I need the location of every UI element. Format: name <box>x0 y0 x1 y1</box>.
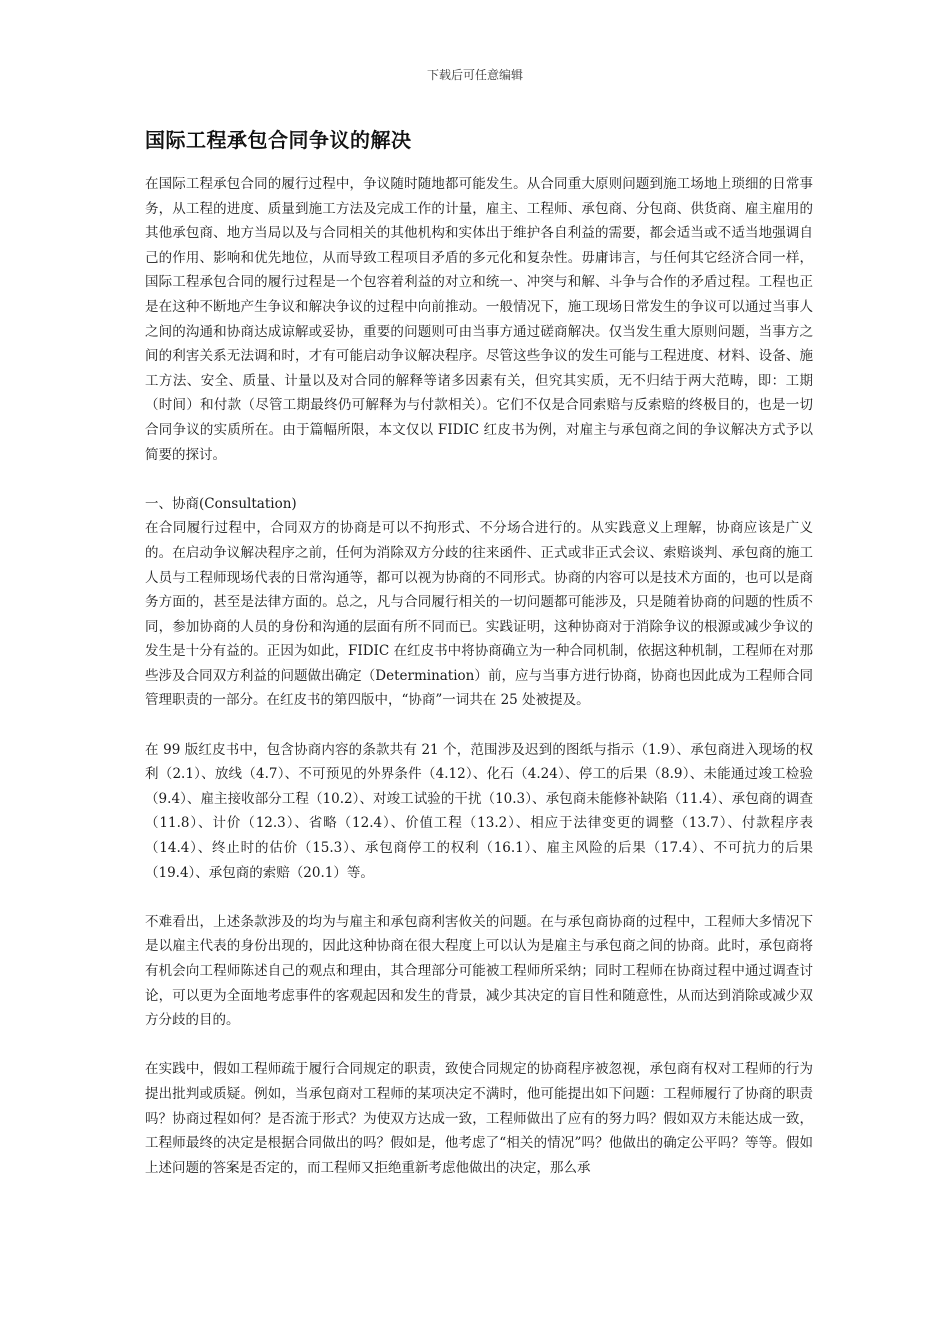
paragraph-gap <box>145 1033 813 1058</box>
paragraph-gap <box>145 467 813 492</box>
section1-paragraph-1: 在合同履行过程中，合同双方的协商是可以不拘形式、不分场合进行的。从实践意义上理解，协商应该是广义的。在启动争议解决程序之前，任何为消除双方分歧的往来函件、正式或非正式会议、索赔谈判、承包商的施工人员与工程师现场代表的日常沟通等，都可以视为协商的不同形式。协商的内容可以是技术方面的，也可以是商务方面的，甚至是法律方面的。总之，凡与合同履行相关的一切问题都可能涉及，只是随着协商的问题的性质不同，参加协商的人员的身份和沟通的层面有所不同而已。实践证明，这种协商对于消除争议的根源或减少争议的发生是十分有益的。正因为如此，FIDIC 在红皮书中将协商确立为一种合同机制，依据这种机制，工程师在对那些涉及合同双方利益的问题做出确定（Determination）前，应与当事方进行协商，协商也因此成为工程师合同管理职责的一部分。在红皮书的第四版中，“协商”一词共在 25 处被提及。 <box>145 520 813 709</box>
section1-paragraph-4: 在实践中，假如工程师疏于履行合同规定的职责，致使合同规定的协商程序被忽视，承包商有权对工程师的行为提出批判或质疑。例如，当承包商对工程师的某项决定不满时，他可能提出如下问题：工程师履行了协商的职责吗？协商过程如何？是否流于形式？为使双方达成一致，工程师做出了应有的努力吗？假如双方未能达成一致，工程师最终的决定是根据合同做出的吗？假如是，他考虑了“相关的情况”吗？他做出的确定公平吗？等等。假如上述问题的答案是否定的，而工程师又拒绝重新考虑他做出的决定，那么承 <box>145 1061 813 1176</box>
paragraph-gap <box>145 713 813 738</box>
section-heading-consultation: 一、协商(Consultation) <box>145 495 297 512</box>
header-note: 下载后可任意编辑 <box>426 68 523 82</box>
section1-paragraph-2: 在 99 版红皮书中，包含协商内容的条款共有 21 个，范围涉及迟到的图纸与指示（1.9）、承包商进入现场的权利（2.1）、放线（4.7）、不可预见的外界条件（4.12）、化石（4.24）、停工的后果（8.9）、未能通过竣工检验（9.4）、雇主接收部分工程（10.2）、对竣工试验的干扰（10.3）、承包商未能修补缺陷（11.4）、承包商的调查（11.8）、计价（12.3）、省略（12.4）、价值工程（13.2）、相应于法律变更的调整（13.7）、付款程序表（14.4）、终止时的估价（15.3）、承包商停工的权利（16.1）、雇主风险的后果（17.4）、不可抗力的后果（19.4）、承包商的索赔（20.1）等。 <box>145 741 813 881</box>
document-title: 国际工程承包合同争议的解决 <box>145 128 412 152</box>
section1-paragraph-3: 不难看出，上述条款涉及的均为与雇主和承包商利害攸关的问题。在与承包商协商的过程中，工程师大多情况下是以雇主代表的身份出现的，因此这种协商在很大程度上可以认为是雇主与承包商之间的协商。此时，承包商将有机会向工程师陈述自己的观点和理由，其合理部分可能被工程师所采纳；同时工程师在协商过程中通过调查讨论，可以更为全面地考虑事件的客观起因和发生的背景，减少其决定的盲目性和随意性，从而达到消除或减少双方分歧的目的。 <box>145 913 813 1029</box>
paragraph-gap <box>145 885 813 910</box>
intro-paragraph: 在国际工程承包合同的履行过程中，争议随时随地都可能发生。从合同重大原则问题到施工场地上琐细的日常事务，从工程的进度、质量到施工方法及完成工作的计量，雇主、工程师、承包商、分包商、供货商、雇主雇用的其他承包商、地方当局以及与合同相关的其他机构和实体出于维护各自利益的需要，都会适当或不适当地强调自己的作用、影响和优先地位，从而导致工程项目矛盾的多元化和复杂性。毋庸讳言，与任何其它经济合同一样，国际工程承包合同的履行过程是一个包容着利益的对立和统一、冲突与和解、斗争与合作的矛盾过程。工程也正是在这种不断地产生争议和解决争议的过程中向前推动。一般情况下，施工现场日常发生的争议可以通过当事人之间的沟通和协商达成谅解或妥协，重要的问题则可由当事方通过磋商解决。仅当发生重大原则问题，当事方之间的利害关系无法调和时，才有可能启动争议解决程序。尽管这些争议的发生可能与工程进度、材料、设备、施工方法、安全、质量、计量以及对合同的解释等诸多因素有关，但究其实质，无不归结于两大范畴，即：工期（时间）和付款（尽管工期最终仍可解释为与付款相关）。它们不仅是合同索赔与反索赔的终极目的，也是一切合同争议的实质所在。由于篇幅所限，本文仅以 FIDIC 红皮书为例，对雇主与承包商之间的争议解决方式予以简要的探讨。 <box>145 176 813 463</box>
document-body <box>145 172 813 1180</box>
